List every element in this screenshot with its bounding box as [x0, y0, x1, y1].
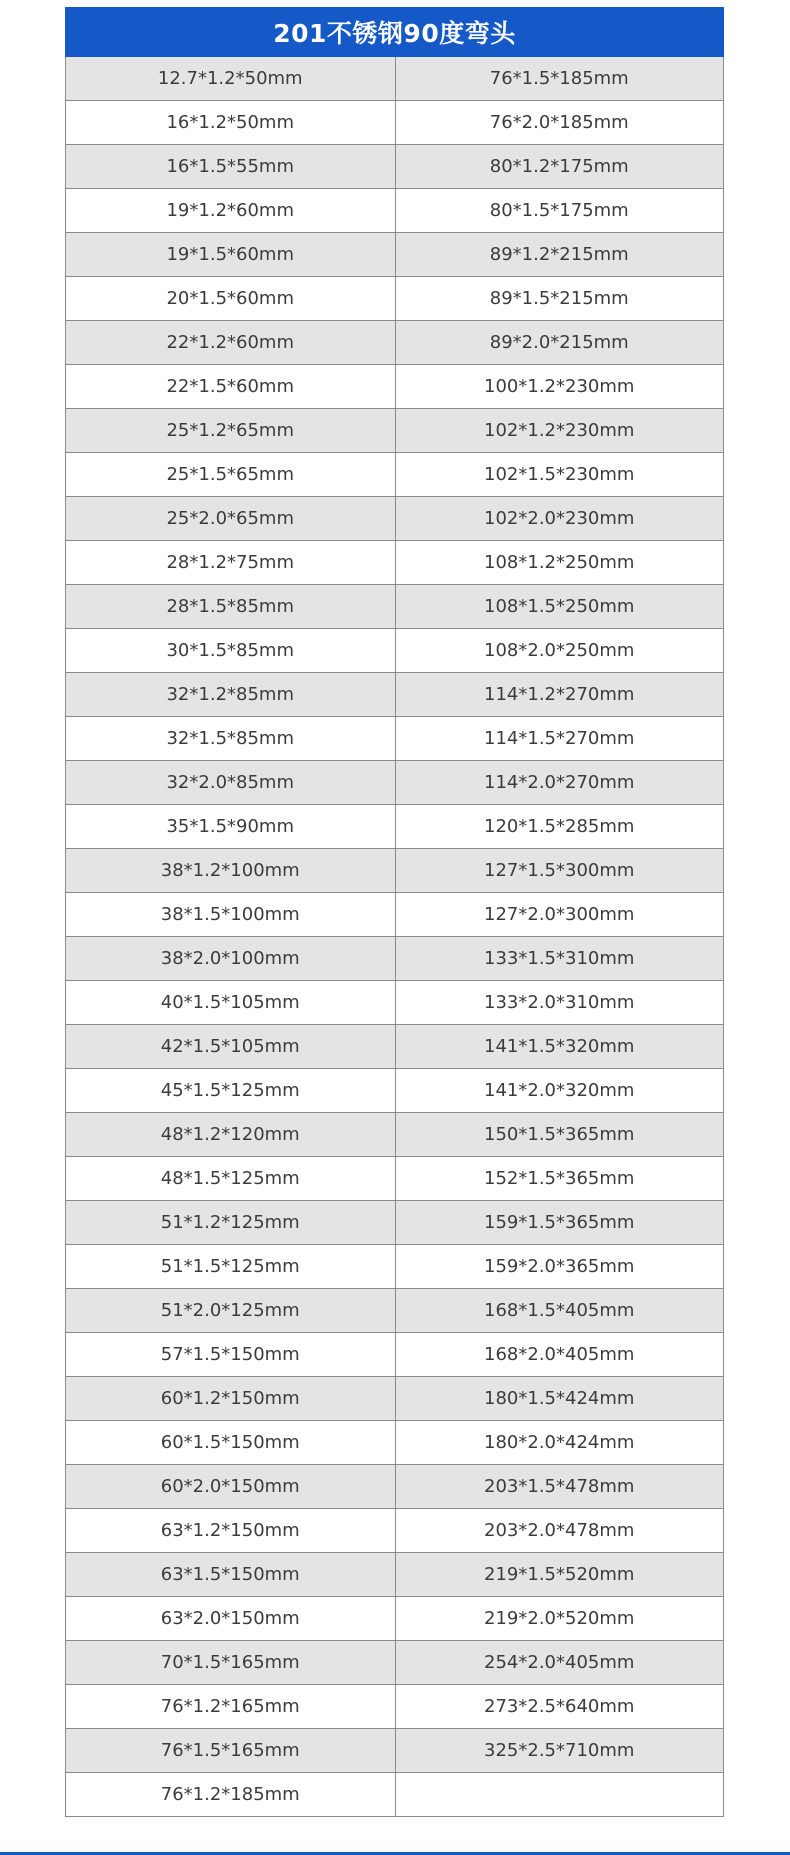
table-row — [66, 1465, 723, 1509]
cell-right: 203*1.5*478mm — [395, 1465, 724, 1508]
cell-right: 159*1.5*365mm — [395, 1201, 724, 1244]
cell-left: 32*1.2*85mm — [166, 684, 294, 705]
cell-left: 76*1.2*165mm — [160, 1696, 300, 1717]
cell-right: 127*2.0*300mm — [395, 893, 724, 936]
cell-left: 40*1.5*105mm — [160, 992, 300, 1013]
table-row — [66, 1245, 723, 1289]
table-row — [66, 849, 723, 893]
table-row — [66, 761, 723, 805]
cell-right: 219*2.0*520mm — [395, 1597, 724, 1640]
cell-left: 48*1.2*120mm — [160, 1124, 300, 1145]
cell-right: 273*2.5*640mm — [395, 1685, 724, 1728]
cell-right: 114*1.2*270mm — [395, 673, 724, 716]
cell-right: 76*2.0*185mm — [395, 101, 724, 144]
cell-right: 141*2.0*320mm — [395, 1069, 724, 1112]
cell-right: 108*1.5*250mm — [395, 585, 724, 628]
cell-left: 22*1.5*60mm — [166, 376, 294, 397]
table-row — [66, 1553, 723, 1597]
cell-left: 19*1.5*60mm — [166, 244, 294, 265]
table-row — [66, 1113, 723, 1157]
cell-right: 89*1.5*215mm — [395, 277, 724, 320]
table-row — [66, 1157, 723, 1201]
table-row — [66, 1685, 723, 1729]
cell-right: 168*2.0*405mm — [395, 1333, 724, 1376]
table-row — [66, 233, 723, 277]
cell-right: 180*2.0*424mm — [395, 1421, 724, 1464]
cell-right: 89*1.2*215mm — [395, 233, 724, 276]
table-row — [66, 981, 723, 1025]
table-row — [66, 145, 723, 189]
table-row — [66, 101, 723, 145]
cell-right: 203*2.0*478mm — [395, 1509, 724, 1552]
table-row — [66, 409, 723, 453]
cell-left: 70*1.5*165mm — [160, 1652, 300, 1673]
cell-left: 12.7*1.2*50mm — [157, 68, 303, 89]
table-row — [66, 717, 723, 761]
cell-right: 127*1.5*300mm — [395, 849, 724, 892]
table-row — [66, 1509, 723, 1553]
table-row — [66, 189, 723, 233]
cell-right: 102*1.5*230mm — [395, 453, 724, 496]
cell-left: 63*2.0*150mm — [160, 1608, 300, 1629]
cell-left: 48*1.5*125mm — [160, 1168, 300, 1189]
table-row — [66, 277, 723, 321]
cell-right: 80*1.2*175mm — [395, 145, 724, 188]
table-row — [66, 321, 723, 365]
cell-right: 180*1.5*424mm — [395, 1377, 724, 1420]
cell-left: 30*1.5*85mm — [166, 640, 294, 661]
cell-left: 28*1.2*75mm — [166, 552, 294, 573]
cell-right: 89*2.0*215mm — [395, 321, 724, 364]
cell-left: 57*1.5*150mm — [160, 1344, 300, 1365]
table-row — [66, 1421, 723, 1465]
cell-left: 38*1.2*100mm — [160, 860, 300, 881]
table-row — [66, 1289, 723, 1333]
cell-right: 100*1.2*230mm — [395, 365, 724, 408]
table-row — [66, 1333, 723, 1377]
table-row — [66, 1773, 723, 1817]
table-body — [65, 57, 724, 1817]
cell-right: 254*2.0*405mm — [395, 1641, 724, 1684]
cell-left: 25*1.5*65mm — [166, 464, 294, 485]
cell-right: 168*1.5*405mm — [395, 1289, 724, 1332]
cell-right — [395, 1773, 724, 1816]
cell-left: 63*1.5*150mm — [160, 1564, 300, 1585]
cell-left: 38*1.5*100mm — [160, 904, 300, 925]
cell-left: 16*1.2*50mm — [166, 112, 294, 133]
table-title: 201不锈钢90度弯头 — [65, 7, 724, 57]
cell-right: 80*1.5*175mm — [395, 189, 724, 232]
cell-left: 60*1.2*150mm — [160, 1388, 300, 1409]
cell-left: 22*1.2*60mm — [166, 332, 294, 353]
cell-left: 60*2.0*150mm — [160, 1476, 300, 1497]
cell-left: 25*2.0*65mm — [166, 508, 294, 529]
table-row — [66, 629, 723, 673]
cell-right: 133*2.0*310mm — [395, 981, 724, 1024]
table-row — [66, 1597, 723, 1641]
table-row — [66, 585, 723, 629]
table-row — [66, 1377, 723, 1421]
cell-left: 20*1.5*60mm — [166, 288, 294, 309]
cell-right: 114*2.0*270mm — [395, 761, 724, 804]
cell-right: 219*1.5*520mm — [395, 1553, 724, 1596]
cell-right: 325*2.5*710mm — [395, 1729, 724, 1772]
table-row — [66, 365, 723, 409]
cell-right: 114*1.5*270mm — [395, 717, 724, 760]
cell-right: 102*2.0*230mm — [395, 497, 724, 540]
cell-right: 120*1.5*285mm — [395, 805, 724, 848]
cell-right: 159*2.0*365mm — [395, 1245, 724, 1288]
cell-right: 76*1.5*185mm — [395, 57, 724, 100]
cell-left: 51*1.5*125mm — [160, 1256, 300, 1277]
cell-left: 76*1.2*185mm — [160, 1784, 300, 1805]
table-row — [66, 1069, 723, 1113]
cell-left: 25*1.2*65mm — [166, 420, 294, 441]
table-row — [66, 1025, 723, 1069]
cell-left: 60*1.5*150mm — [160, 1432, 300, 1453]
table-row — [66, 673, 723, 717]
cell-left: 42*1.5*105mm — [160, 1036, 300, 1057]
cell-left: 51*1.2*125mm — [160, 1212, 300, 1233]
cell-right: 150*1.5*365mm — [395, 1113, 724, 1156]
table-row — [66, 805, 723, 849]
cell-left: 16*1.5*55mm — [166, 156, 294, 177]
table-row — [66, 1641, 723, 1685]
cell-right: 133*1.5*310mm — [395, 937, 724, 980]
cell-left: 19*1.2*60mm — [166, 200, 294, 221]
cell-left: 32*1.5*85mm — [166, 728, 294, 749]
table-row — [66, 541, 723, 585]
table-row — [66, 57, 723, 101]
cell-left: 45*1.5*125mm — [160, 1080, 300, 1101]
table-row — [66, 497, 723, 541]
cell-left: 28*1.5*85mm — [166, 596, 294, 617]
table-row — [66, 1729, 723, 1773]
cell-left: 32*2.0*85mm — [166, 772, 294, 793]
cell-right: 108*1.2*250mm — [395, 541, 724, 584]
cell-left: 38*2.0*100mm — [160, 948, 300, 969]
cell-left: 76*1.5*165mm — [160, 1740, 300, 1761]
cell-left: 51*2.0*125mm — [160, 1300, 300, 1321]
table-row — [66, 453, 723, 497]
table-row — [66, 893, 723, 937]
table-row — [66, 1201, 723, 1245]
cell-right: 108*2.0*250mm — [395, 629, 724, 672]
cell-right: 102*1.2*230mm — [395, 409, 724, 452]
cell-right: 152*1.5*365mm — [395, 1157, 724, 1200]
cell-right: 141*1.5*320mm — [395, 1025, 724, 1068]
cell-left: 63*1.2*150mm — [160, 1520, 300, 1541]
table-row — [66, 937, 723, 981]
cell-left: 35*1.5*90mm — [166, 816, 294, 837]
spec-table — [65, 7, 724, 1817]
